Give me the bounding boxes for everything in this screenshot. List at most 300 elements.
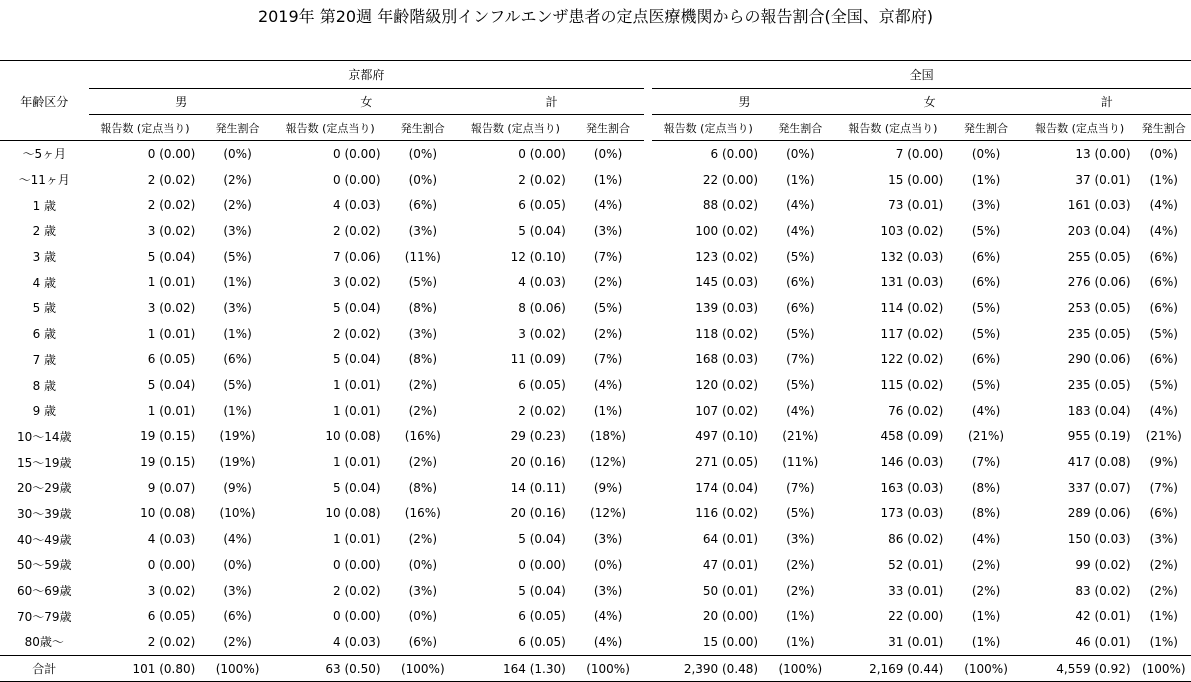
rate-cell: (7%): [786, 480, 815, 495]
report-count-cell: 20 (0.16): [510, 506, 566, 521]
region-gap: [644, 398, 652, 424]
rate-cell: (2%): [1149, 557, 1178, 572]
report-count-cell: 276 (0.06): [1067, 275, 1131, 290]
report-count-cell: 0 (0.00): [333, 146, 381, 161]
rate-cell: (2%): [1149, 583, 1178, 598]
region-gap: [644, 167, 652, 193]
region-gap: [644, 295, 652, 321]
rate-cell: (6%): [1149, 275, 1178, 290]
rate-cell: (3%): [1149, 532, 1178, 547]
rate-cell: (5%): [408, 275, 437, 290]
report-count-cell: 46 (0.01): [1075, 634, 1131, 649]
report-count-cell: 139 (0.03): [695, 300, 759, 315]
age-group-label: 15～19歳: [17, 455, 72, 470]
count-column-header: 報告数 (定点当り): [274, 115, 387, 141]
rate-cell: (11%): [404, 249, 441, 264]
rate-cell: (6%): [223, 352, 252, 367]
age-group-label: 80歳～: [24, 635, 64, 650]
region-gap: [644, 141, 652, 167]
rate-cell: (7%): [1149, 480, 1178, 495]
rate-cell: (3%): [593, 223, 623, 238]
rate-cell: (4%): [1149, 223, 1178, 238]
report-count-cell: 19 (0.15): [140, 429, 196, 444]
report-count-cell: 4 (0.03): [518, 275, 566, 290]
rate-cell: (5%): [1149, 326, 1178, 341]
report-count-cell: 0 (0.00): [333, 609, 381, 624]
report-count-cell: 255 (0.05): [1067, 249, 1131, 264]
report-count-cell: 8 (0.06): [518, 300, 566, 315]
rate-cell: (8%): [408, 352, 437, 367]
table-body: [0, 141, 1191, 682]
rate-cell: (1%): [786, 634, 815, 649]
report-count-cell: 88 (0.02): [702, 198, 759, 213]
rate-cell: (19%): [219, 429, 256, 444]
region-gap: [644, 321, 652, 347]
rate-cell: (0%): [1149, 146, 1178, 161]
rate-cell: (3%): [223, 223, 252, 238]
rate-cell: (1%): [593, 172, 623, 187]
report-count-cell: 3 (0.02): [518, 326, 566, 341]
table-row: [0, 578, 1191, 604]
report-count-cell: 6 (0.05): [518, 634, 566, 649]
report-count-cell: 2,169 (0.44): [837, 655, 950, 682]
report-count-cell: 31 (0.01): [888, 634, 944, 649]
rate-cell: (1%): [1149, 172, 1178, 187]
report-count-cell: 5 (0.04): [147, 378, 196, 393]
rate-cell: (9%): [593, 480, 623, 495]
sex-header-female: 女: [274, 89, 459, 115]
age-group-label: 1 歳: [32, 198, 57, 213]
rate-cell: (6%): [1149, 506, 1178, 521]
rate-cell: (0%): [593, 557, 623, 572]
report-count-cell: 0 (0.00): [333, 172, 381, 187]
report-count-cell: 4 (0.03): [333, 198, 381, 213]
region-gap: [644, 244, 652, 270]
report-count-cell: 173 (0.03): [880, 506, 944, 521]
table-row: [0, 526, 1191, 552]
page-title: 2019年 第20週 年齢階級別インフルエンザ患者の定点医療機関からの報告割合(全国、京都府): [257, 7, 934, 26]
sex-header-total: 計: [1023, 89, 1191, 115]
rate-cell: (6%): [223, 609, 252, 624]
rate-cell: (6%): [408, 198, 437, 213]
report-count-cell: 86 (0.02): [888, 532, 944, 547]
region-gap: [644, 578, 652, 604]
rate-cell: (6%): [408, 634, 437, 649]
age-group-label: 5 歳: [32, 301, 57, 316]
table-row: [0, 372, 1191, 398]
report-count-cell: 29 (0.23): [510, 429, 566, 444]
rate-cell: (5%): [1149, 378, 1178, 393]
report-count-cell: 7 (0.00): [895, 146, 944, 161]
report-count-cell: 2 (0.02): [147, 198, 196, 213]
rate-cell: (5%): [786, 326, 815, 341]
rate-cell: (3%): [593, 532, 623, 547]
rate-cell: (18%): [590, 429, 627, 444]
report-count-cell: 5 (0.04): [147, 249, 196, 264]
rate-cell: (3%): [408, 223, 437, 238]
report-count-cell: 2 (0.02): [333, 326, 381, 341]
report-count-cell: 2 (0.02): [147, 634, 196, 649]
rate-cell: (19%): [219, 455, 256, 470]
rate-cell: (16%): [404, 429, 441, 444]
rate-cell: (6%): [1149, 352, 1178, 367]
report-count-cell: 2 (0.02): [333, 583, 381, 598]
report-count-cell: 163 (0.03): [880, 480, 944, 495]
table-row: [0, 167, 1191, 193]
report-count-cell: 5 (0.04): [518, 223, 566, 238]
rate-cell: (7%): [971, 455, 1001, 470]
age-group-label: 4 歳: [32, 275, 57, 290]
rate-cell: (1%): [223, 275, 252, 290]
age-column-header: 年齢区分: [20, 95, 69, 109]
rate-cell: (5%): [786, 378, 815, 393]
report-count-cell: 0 (0.00): [518, 146, 566, 161]
report-count-cell: 161 (0.03): [1067, 198, 1131, 213]
age-group-label: 10～14歳: [17, 429, 72, 444]
rate-cell: (9%): [1149, 455, 1178, 470]
report-count-cell: 183 (0.04): [1067, 403, 1131, 418]
rate-cell: (5%): [223, 378, 252, 393]
report-count-cell: 0 (0.00): [147, 146, 196, 161]
report-count-cell: 2 (0.02): [333, 223, 381, 238]
count-column-header: 報告数 (定点当り): [89, 115, 202, 141]
rate-cell: (4%): [1149, 198, 1178, 213]
table-row: [0, 347, 1191, 373]
region-gap: [644, 269, 652, 295]
report-count-cell: 6 (0.05): [518, 609, 566, 624]
age-group-label: 合計: [0, 655, 89, 682]
region-header-kyoto: 京都府: [89, 61, 645, 89]
table-row: [0, 501, 1191, 527]
report-count-cell: 114 (0.02): [880, 300, 944, 315]
report-count-cell: 4 (0.03): [147, 532, 196, 547]
rate-cell: (2%): [223, 634, 252, 649]
report-count-cell: 150 (0.03): [1067, 532, 1131, 547]
report-count-cell: 5 (0.04): [333, 480, 381, 495]
rate-cell: (2%): [971, 583, 1001, 598]
report-count-cell: 955 (0.19): [1067, 429, 1131, 444]
rate-cell: (2%): [971, 557, 1001, 572]
report-count-cell: 6 (0.05): [147, 352, 196, 367]
report-count-cell: 120 (0.02): [695, 378, 759, 393]
age-group-label: 40～49歳: [17, 532, 72, 547]
rate-cell: (21%): [782, 429, 819, 444]
report-count-cell: 101 (0.80): [89, 655, 202, 682]
rate-cell: (2%): [408, 455, 437, 470]
rate-cell: (5%): [971, 326, 1001, 341]
region-gap: [644, 424, 652, 450]
report-count-cell: 131 (0.03): [880, 275, 944, 290]
report-count-cell: 64 (0.01): [702, 532, 759, 547]
report-count-cell: 4,559 (0.92): [1023, 655, 1137, 682]
age-group-label: 8 歳: [32, 378, 57, 393]
rate-cell: (3%): [971, 198, 1001, 213]
region-header-national: 全国: [652, 61, 1191, 89]
rate-cell: (6%): [971, 249, 1001, 264]
rate-cell: (2%): [223, 172, 252, 187]
report-count-cell: 174 (0.04): [695, 480, 759, 495]
rate-cell: (7%): [593, 352, 623, 367]
region-gap: [644, 629, 652, 655]
rate-cell: (100%): [387, 655, 459, 682]
region-gap: [644, 449, 652, 475]
report-count-cell: 63 (0.50): [274, 655, 387, 682]
rate-cell: (2%): [223, 198, 252, 213]
rate-cell: (1%): [971, 609, 1001, 624]
report-count-cell: 10 (0.08): [140, 506, 196, 521]
report-count-cell: 203 (0.04): [1067, 223, 1131, 238]
age-group-label: 7 歳: [32, 352, 57, 367]
rate-cell: (100%): [949, 655, 1022, 682]
rate-cell: (1%): [971, 634, 1001, 649]
rate-cell: (3%): [408, 326, 437, 341]
rate-cell: (8%): [971, 506, 1001, 521]
rate-cell: (4%): [593, 609, 623, 624]
rate-cell: (3%): [408, 583, 437, 598]
rate-cell: (12%): [590, 506, 627, 521]
report-count-cell: 235 (0.05): [1067, 326, 1131, 341]
report-count-cell: 15 (0.00): [888, 172, 944, 187]
rate-cell: (1%): [223, 403, 252, 418]
report-count-cell: 9 (0.07): [147, 480, 196, 495]
rate-cell: (2%): [786, 557, 815, 572]
report-count-cell: 271 (0.05): [695, 455, 759, 470]
report-count-cell: 99 (0.02): [1075, 557, 1131, 572]
rate-cell: (5%): [971, 300, 1001, 315]
region-gap: [644, 347, 652, 373]
rate-cell: (0%): [408, 609, 437, 624]
rate-cell: (8%): [971, 480, 1001, 495]
report-count-cell: 146 (0.03): [880, 455, 944, 470]
table-row: [0, 295, 1191, 321]
rate-cell: (5%): [786, 249, 815, 264]
table-row: [0, 321, 1191, 347]
age-group-label: 6 歳: [32, 327, 57, 342]
report-count-cell: 42 (0.01): [1075, 609, 1131, 624]
rate-cell: (4%): [593, 378, 623, 393]
rate-cell: (5%): [223, 249, 252, 264]
report-count-cell: 132 (0.03): [880, 249, 944, 264]
pct-column-header: 発生割合: [572, 115, 645, 141]
rate-cell: (21%): [968, 429, 1005, 444]
table-row: [0, 218, 1191, 244]
report-count-cell: 253 (0.05): [1067, 300, 1131, 315]
table-row: [0, 192, 1191, 218]
rate-cell: (3%): [223, 300, 252, 315]
report-count-cell: 458 (0.09): [880, 429, 944, 444]
report-count-cell: 0 (0.00): [518, 557, 566, 572]
table-row: [0, 449, 1191, 475]
count-column-header: 報告数 (定点当り): [1023, 115, 1137, 141]
report-count-cell: 14 (0.11): [510, 480, 566, 495]
rate-cell: (1%): [786, 609, 815, 624]
report-count-cell: 1 (0.01): [333, 378, 381, 393]
report-count-cell: 5 (0.04): [333, 352, 381, 367]
report-count-cell: 13 (0.00): [1075, 146, 1131, 161]
age-group-label: 9 歳: [32, 404, 57, 419]
rate-cell: (1%): [593, 403, 623, 418]
rate-cell: (5%): [593, 300, 623, 315]
pct-column-header: 発生割合: [1137, 115, 1191, 141]
rate-cell: (0%): [971, 146, 1001, 161]
report-count-cell: 118 (0.02): [695, 326, 759, 341]
rate-cell: (2%): [593, 275, 623, 290]
report-count-cell: 417 (0.08): [1067, 455, 1131, 470]
rate-cell: (4%): [786, 223, 815, 238]
rate-cell: (6%): [971, 352, 1001, 367]
report-count-cell: 7 (0.06): [333, 249, 381, 264]
report-count-cell: 289 (0.06): [1067, 506, 1131, 521]
report-count-cell: 3 (0.02): [147, 583, 196, 598]
rate-cell: (6%): [1149, 300, 1178, 315]
table-row: [0, 141, 1191, 167]
report-count-cell: 168 (0.03): [695, 352, 759, 367]
report-count-cell: 116 (0.02): [695, 506, 759, 521]
rate-cell: (100%): [572, 655, 645, 682]
report-count-cell: 0 (0.00): [147, 557, 196, 572]
rate-cell: (12%): [590, 455, 627, 470]
rate-cell: (4%): [593, 634, 623, 649]
age-group-label: 20～29歳: [17, 481, 72, 496]
rate-cell: (4%): [593, 198, 623, 213]
report-count-cell: 33 (0.01): [888, 583, 944, 598]
report-count-cell: 115 (0.02): [880, 378, 944, 393]
report-count-cell: 6 (0.05): [147, 609, 196, 624]
report-count-cell: 2,390 (0.48): [652, 655, 764, 682]
rate-cell: (16%): [404, 506, 441, 521]
rate-cell: (10%): [219, 506, 256, 521]
rate-cell: (1%): [1149, 609, 1178, 624]
report-count-cell: 3 (0.02): [147, 300, 196, 315]
report-count-cell: 5 (0.04): [333, 300, 381, 315]
rate-cell: (5%): [971, 223, 1001, 238]
report-count-cell: 19 (0.15): [140, 455, 196, 470]
rate-cell: (8%): [408, 480, 437, 495]
report-count-cell: 10 (0.08): [325, 506, 381, 521]
report-count-cell: 1 (0.01): [147, 275, 196, 290]
age-group-label: 60～69歳: [17, 584, 72, 599]
rate-cell: (2%): [786, 583, 815, 598]
rate-cell: (5%): [971, 378, 1001, 393]
rate-cell: (21%): [1145, 429, 1182, 444]
report-count-cell: 145 (0.03): [695, 275, 759, 290]
age-group-label: ～5ヶ月: [22, 147, 67, 162]
report-count-cell: 2 (0.02): [518, 172, 566, 187]
rate-cell: (4%): [971, 532, 1001, 547]
rate-cell: (1%): [786, 172, 815, 187]
rate-cell: (0%): [786, 146, 815, 161]
rate-cell: (100%): [201, 655, 273, 682]
report-count-cell: 497 (0.10): [695, 429, 759, 444]
sex-header-male: 男: [89, 89, 274, 115]
rate-cell: (6%): [1149, 249, 1178, 264]
rate-cell: (0%): [408, 146, 437, 161]
report-count-cell: 37 (0.01): [1075, 172, 1131, 187]
region-gap: [644, 552, 652, 578]
report-count-cell: 122 (0.02): [880, 352, 944, 367]
report-count-cell: 47 (0.01): [702, 557, 759, 572]
rate-cell: (7%): [786, 352, 815, 367]
rate-cell: (11%): [782, 455, 819, 470]
region-gap: [644, 218, 652, 244]
rate-cell: (3%): [786, 532, 815, 547]
sex-header-female: 女: [837, 89, 1023, 115]
table-row: [0, 629, 1191, 655]
pct-column-header: 発生割合: [949, 115, 1022, 141]
table-row: [0, 269, 1191, 295]
report-count-cell: 6 (0.05): [518, 378, 566, 393]
report-count-cell: 103 (0.02): [880, 223, 944, 238]
report-count-cell: 290 (0.06): [1067, 352, 1131, 367]
rate-cell: (0%): [408, 557, 437, 572]
rate-cell: (4%): [971, 403, 1001, 418]
report-count-cell: 22 (0.00): [702, 172, 759, 187]
rate-cell: (1%): [1149, 634, 1178, 649]
region-gap: [644, 603, 652, 629]
count-column-header: 報告数 (定点当り): [459, 115, 572, 141]
table-row: [0, 424, 1191, 450]
rate-cell: (6%): [786, 300, 815, 315]
age-group-label: 2 歳: [32, 224, 57, 239]
report-count-cell: 10 (0.08): [325, 429, 381, 444]
rate-cell: (100%): [1137, 655, 1191, 682]
table-row: [0, 398, 1191, 424]
table-row: [0, 244, 1191, 270]
report-count-cell: 1 (0.01): [333, 532, 381, 547]
report-count-cell: 20 (0.16): [510, 455, 566, 470]
rate-cell: (0%): [223, 146, 252, 161]
rate-cell: (1%): [971, 172, 1001, 187]
rate-cell: (6%): [786, 275, 815, 290]
table-row: [0, 552, 1191, 578]
pct-column-header: 発生割合: [201, 115, 273, 141]
sex-header-male: 男: [652, 89, 836, 115]
rate-cell: (4%): [223, 532, 252, 547]
report-count-cell: 1 (0.01): [147, 403, 196, 418]
rate-cell: (2%): [593, 326, 623, 341]
report-count-cell: 235 (0.05): [1067, 378, 1131, 393]
rate-cell: (2%): [408, 532, 437, 547]
report-count-cell: 50 (0.01): [702, 583, 759, 598]
report-count-cell: 5 (0.04): [518, 583, 566, 598]
count-column-header: 報告数 (定点当り): [652, 115, 764, 141]
region-gap: [644, 655, 652, 682]
age-group-label: 50～59歳: [17, 558, 72, 573]
report-count-cell: 1 (0.01): [147, 326, 196, 341]
rate-cell: (9%): [223, 480, 252, 495]
region-gap: [644, 501, 652, 527]
pct-column-header: 発生割合: [764, 115, 836, 141]
report-count-cell: 164 (1.30): [459, 655, 572, 682]
region-gap: [644, 526, 652, 552]
report-count-cell: 4 (0.03): [333, 634, 381, 649]
report-count-cell: 3 (0.02): [147, 223, 196, 238]
report-count-cell: 337 (0.07): [1067, 480, 1131, 495]
report-count-cell: 6 (0.05): [518, 198, 566, 213]
report-count-cell: 73 (0.01): [888, 198, 944, 213]
rate-cell: (8%): [408, 300, 437, 315]
total-row: [0, 655, 1191, 682]
report-count-cell: 6 (0.00): [710, 146, 759, 161]
rate-cell: (3%): [223, 583, 252, 598]
age-group-label: ～11ヶ月: [18, 173, 70, 188]
rate-cell: (3%): [593, 583, 623, 598]
report-count-cell: 11 (0.09): [510, 352, 566, 367]
rate-cell: (0%): [223, 557, 252, 572]
report-count-cell: 1 (0.01): [333, 455, 381, 470]
report-count-cell: 12 (0.10): [510, 249, 566, 264]
rate-cell: (2%): [408, 403, 437, 418]
